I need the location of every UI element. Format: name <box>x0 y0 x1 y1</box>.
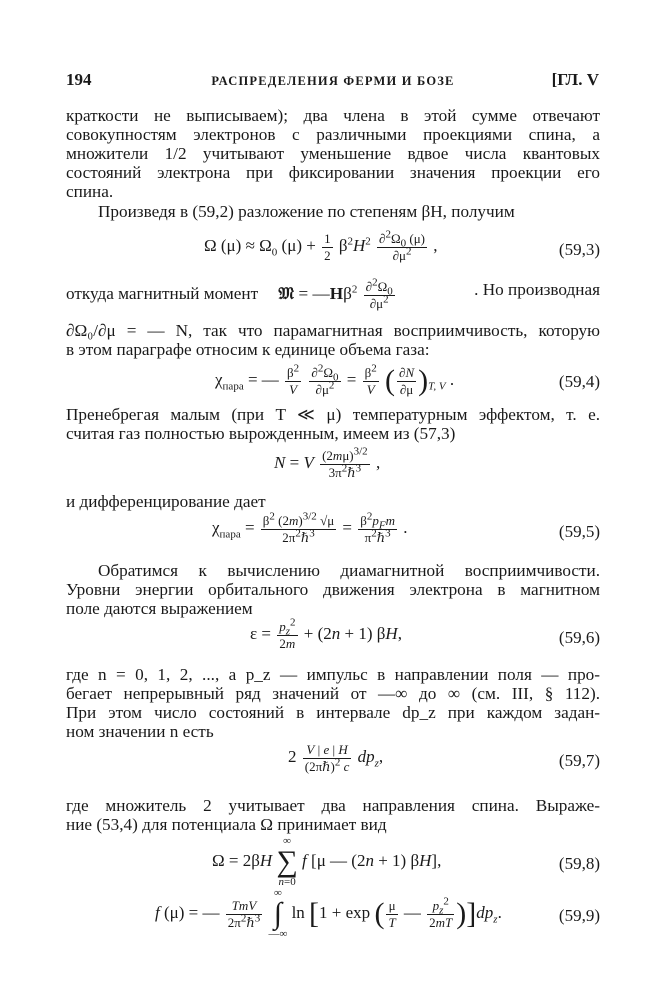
equation-59-7: 2 $\frac{V | e | H}{(2\pi\hbar)^2 c}$ $dp_z$, (59,7) <box>288 742 600 774</box>
equation-59-4: $\chi_{пара}$ = — $\frac{\beta^2}{V}$ $\frac{\partial^2\Omega_0}{\partial\mu^2}$ = $\frac{\beta^2}{V}$ ( $\frac{\partial N}{\partial\mu}$ )$_{T, V}$ . (59,4) <box>215 362 600 397</box>
equation-number: (59,7) <box>558 751 600 770</box>
text-line: Уровни энергии орбитального движения электрона в магнитном <box>66 580 600 599</box>
equation-number: (59,3) <box>558 240 600 259</box>
text-line: ние (53,4) для потенциала Ω принимает вид <box>66 815 387 834</box>
text-line: краткости не выписываем); два члена в этой сумме отвечают <box>66 106 600 125</box>
equation-59-5: $\chi_{пара}$ = $\frac{\beta^2 (2m)^{3/2} √\mu}{2\pi^2\hbar^3}$ = $\frac{\beta^2p_Fm}{\pi^2\hbar^3}$ . (59,5) <box>212 510 600 545</box>
running-title: РАСПРЕДЕЛЕНИЯ ФЕРМИ И БОЗЕ <box>211 74 455 88</box>
text-line: считая газ полностью вырожденным, имеем из (57,3) <box>66 424 456 443</box>
text-line: Обратимся к вычислению диамагнитной восприимчивости. <box>98 561 600 580</box>
text-line: поле даются выражением <box>66 599 253 618</box>
text-line: состояний электрона при фиксировании значения проекции его <box>66 163 600 182</box>
equation-number: (59,4) <box>558 372 600 391</box>
equation-59-6: ε = $\frac{p_z^2}{2m}$ + (2n + 1) βH, (59,6) <box>250 616 600 651</box>
text-line: спина. <box>66 182 114 201</box>
text-line: совокупностям электронов с различными проекциями спина, а <box>66 125 600 144</box>
text-line: При этом число состояний в интервале dp_z при каждом задан- <box>66 703 600 722</box>
equation-number: (59,9) <box>558 906 600 925</box>
text-line: бегает непрерывный ряд значений от —∞ до ∞ (см. III, § 112). <box>66 684 600 703</box>
text-line: в этом параграфе относим к единице объема газа: <box>66 340 430 359</box>
text-line: Произведя в (59,2) разложение по степеням βH, получим <box>98 202 515 221</box>
equation-number: (59,5) <box>558 522 600 541</box>
text-fragment: . Но производная <box>474 280 600 299</box>
text-line: где n = 0, 1, 2, ..., а p_z — импульс в направлении поля — про- <box>66 665 600 684</box>
text-line: ном значении n есть <box>66 722 214 741</box>
text-fragment: откуда магнитный момент <box>66 284 259 304</box>
equation-n: N = V $\frac{(2m\mu)^{3/2}}{3\pi^2\hbar^3}$ , <box>274 445 381 480</box>
text-line: откуда магнитный момент 𝔐 = $—H\beta^2$ $\frac{\partial^2\Omega_0}{\partial\mu^2}$ . Но производная <box>66 276 600 311</box>
text-line: где множитель 2 учитывает два направления спина. Выраже- <box>66 796 600 815</box>
chapter-label: [ГЛ. V <box>551 70 599 89</box>
text-line: ∂Ω₀/∂μ = — N, так что парамагнитная восприимчивость, которую <box>66 321 600 340</box>
text-line: и дифференцирование дает <box>66 492 266 511</box>
text-line: множители 1/2 учитывают уменьшение вдвое числа квантовых <box>66 144 600 163</box>
text-line: Пренебрегая малым (при T ≪ μ) температурным эффектом, т. е. <box>66 405 600 424</box>
equation-number: (59,6) <box>558 628 600 647</box>
equation-number: (59,8) <box>558 854 600 873</box>
equation-59-8: Ω = 2βH ∞ ∑ n=0 f [μ — (2n + 1) βH], (59,8) <box>212 835 600 888</box>
equation-59-9: f (μ) = — $\frac{\text{TmV}}{2\pi^2\hbar^3}$ ∞ ∫ —∞ ln [1 + exp ( $\frac{\mu}{T}$ — $\frac{p_z^2}{2mT}$ )]$dp_z$. (59,9) <box>155 887 600 940</box>
page-number: 194 <box>66 70 92 89</box>
equation-59-3: Ω $(\mu) \approx \Omega_0$ (μ) + $\frac{1}{2}$ $\beta^2H^2$ $\frac{\partial^2\Omega_0 (\mu)}{\partial\mu^2}$ , (59,3) <box>204 228 600 263</box>
